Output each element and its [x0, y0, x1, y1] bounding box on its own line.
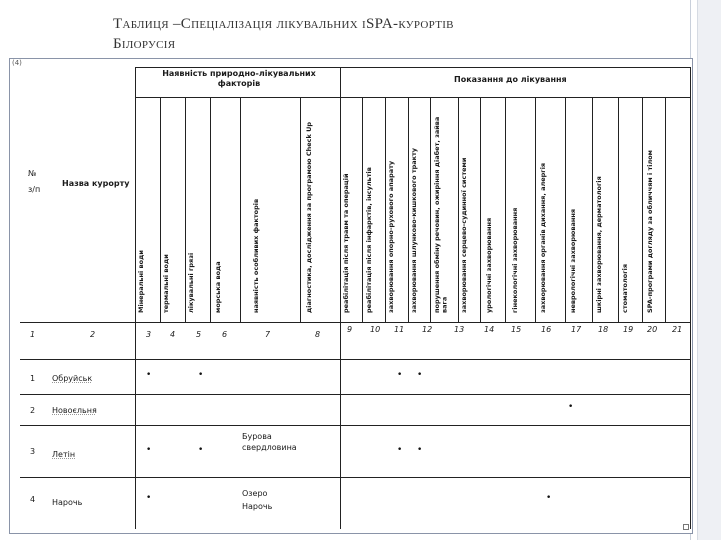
row4-dot-respiratory: • [546, 493, 552, 503]
row3-name: Летін [52, 450, 76, 459]
colnum-20: 20 [647, 325, 658, 334]
table-line-numbers-bottom [20, 359, 690, 360]
row4-dot-mineral: • [146, 493, 152, 503]
row1-dot-musculo: • [397, 370, 403, 380]
vheader-spa-programs: SPA-програми догляду за обличчям і тілом [646, 150, 654, 313]
table-line-subheader [340, 97, 690, 98]
vheader-rehab-trauma: реабілітація після травм та операцій [342, 173, 350, 313]
slide-title-line2: Білорусія [113, 36, 176, 52]
table-line-col-n [565, 97, 566, 322]
row3-dot-mineral: • [146, 445, 152, 455]
table-line-col-right [690, 67, 691, 529]
header-no-sub: з/п [28, 185, 41, 194]
table-line-col-l [505, 97, 506, 322]
table-line-col-e [300, 97, 301, 322]
vheader-special-factors: наявність особливих факторів [252, 198, 260, 313]
corner-box [683, 524, 689, 530]
colnum-5: 5 [196, 330, 202, 339]
row4-no: 4 [30, 495, 36, 504]
colnum-21: 21 [672, 325, 683, 334]
colnum-3: 3 [146, 330, 152, 339]
row1-no: 1 [30, 374, 36, 383]
vheader-mineral-waters: Мінеральні води [137, 250, 145, 313]
table-line-col-g [385, 97, 386, 322]
vheader-gynecology: гінекологічні захворювання [511, 207, 519, 313]
table-line-row2-bottom [20, 425, 690, 426]
table-line-factors-sub [135, 97, 340, 98]
table-line-col-a [160, 97, 161, 322]
table-line-col-p [618, 97, 619, 322]
vheader-metabolism: порушення обміну речовин, ожиріння діабет, зайва вага [433, 116, 449, 313]
table-line-row1-bottom [20, 394, 690, 395]
row2-dot-neurology: • [568, 402, 574, 412]
colnum-14: 14 [484, 325, 495, 334]
colnum-10: 10 [370, 325, 381, 334]
table-line-col-c [210, 97, 211, 322]
header-resort-name: Назва курорту [62, 179, 130, 188]
table-line-col-k [480, 97, 481, 322]
table-line-col-factors-end [340, 67, 341, 529]
vheader-cardiovascular: захворювання серцево-судинної системи [460, 157, 468, 313]
corner-mark: (4) [12, 59, 22, 67]
row1-name: Обруйськ [52, 374, 93, 383]
colnum-9: 9 [347, 325, 353, 334]
vheader-rehab-infarct: реабілітація після інфарктів, інсультів [365, 167, 373, 313]
header-natural-factors: Наявність природно-лікувальних факторів [162, 69, 316, 88]
table-line-col-j [458, 97, 459, 322]
vheader-musculoskeletal: захворювання опорно-рухового апарату [387, 160, 395, 313]
colnum-4: 4 [170, 330, 176, 339]
table-line-col-d [240, 97, 241, 322]
row3-dot-musculo: • [397, 445, 403, 455]
vheader-sea-water: морська вода [214, 261, 222, 313]
colnum-17: 17 [571, 325, 582, 334]
vheader-thermal-waters: термальні води [162, 254, 170, 313]
colnum-16: 16 [541, 325, 552, 334]
vheader-diagnostics: діагностика, дослідження за програмою Check Up [305, 121, 313, 313]
vheader-urology: урологічні захворювання [485, 217, 493, 313]
slide-title-line1: Таблиця –Спеціалізація лікувальних іSPA-курортів [113, 16, 454, 32]
table-line-col1 [135, 67, 136, 529]
colnum-7: 7 [265, 330, 271, 339]
slide-right-band [697, 0, 721, 540]
row2-name: Новоєльня [52, 406, 97, 415]
row1-dot-gastro: • [417, 370, 423, 380]
colnum-1: 1 [30, 330, 36, 339]
row4-name: Нарочь [52, 498, 83, 507]
row2-no: 2 [30, 406, 36, 415]
header-no: № [28, 169, 37, 178]
row3-dot-mud: • [198, 445, 204, 455]
table-line-col-o [592, 97, 593, 322]
row3-no: 3 [30, 447, 36, 456]
row3-note: Бурова свердловина [242, 432, 297, 452]
colnum-13: 13 [454, 325, 465, 334]
table-line-col-m [535, 97, 536, 322]
table-line-col-i [430, 97, 431, 322]
table-line-col-h [408, 97, 409, 322]
colnum-15: 15 [511, 325, 522, 334]
vheader-dermatology: шкірні захворювання, дерматологія [595, 176, 603, 313]
colnum-11: 11 [394, 325, 405, 334]
vheader-neurology: неврологічні захворювання [569, 209, 577, 313]
colnum-18: 18 [598, 325, 609, 334]
vheader-therapeutic-mud: лікувальні грязі [187, 252, 195, 313]
slide-title [113, 14, 673, 54]
colnum-19: 19 [623, 325, 634, 334]
table-line-col-f [362, 97, 363, 322]
colnum-2: 2 [90, 330, 96, 339]
row4-note: Озеро Нарочь [242, 489, 273, 511]
scanned-table-frame [9, 58, 693, 534]
vheader-respiratory: захворювання органів дихання, алергія [539, 162, 547, 313]
row1-dot-mineral: • [146, 370, 152, 380]
table-line-row3-bottom [20, 477, 690, 478]
header-indications: Показання до лікування [454, 75, 567, 84]
row1-dot-mud: • [198, 370, 204, 380]
vheader-dentistry: стоматологія [621, 263, 629, 313]
colnum-12: 12 [422, 325, 433, 334]
vheader-gastrointestinal: захворювання шлунково-кишкового тракту [410, 147, 418, 313]
table-line-col-b [185, 97, 186, 322]
table-line-header-bottom [20, 322, 690, 323]
table-line-top [135, 67, 690, 68]
row3-dot-gastro: • [417, 445, 423, 455]
colnum-8: 8 [315, 330, 321, 339]
colnum-6: 6 [222, 330, 228, 339]
table-line-col-q [642, 97, 643, 322]
